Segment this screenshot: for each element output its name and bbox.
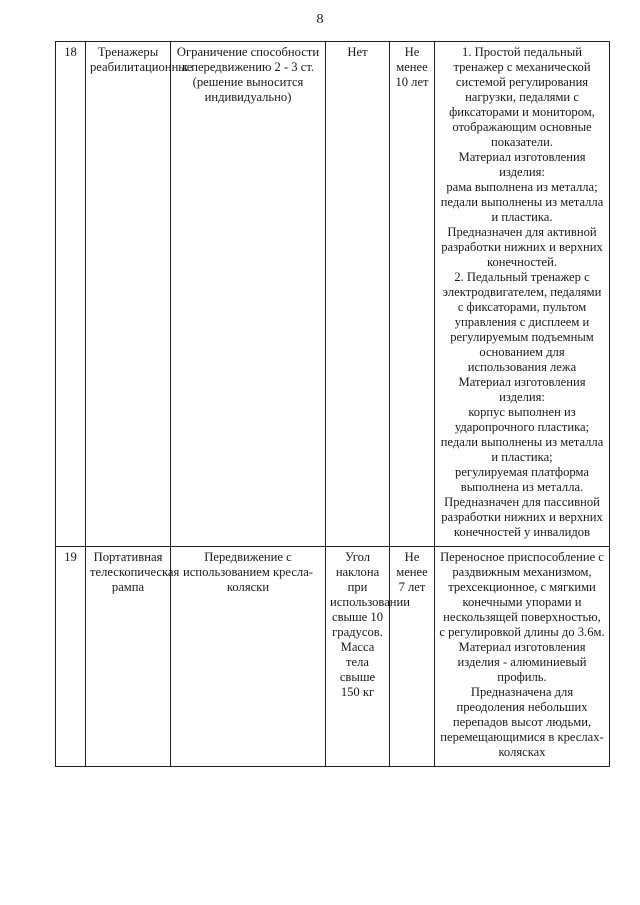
table-row (56, 547, 610, 767)
description-line: регулируемая платформа выполнена из металла. (455, 465, 589, 494)
description-line: Материал изготовления изделия: (458, 150, 586, 179)
description-line: педали выполнены из металла и пластика. (440, 195, 604, 224)
restriction: Нет (326, 42, 390, 547)
row-number: 18 (56, 42, 86, 547)
description-line: Материал изготовления изделия: (458, 375, 586, 404)
product-name: Портативная телескопическая рампа (86, 547, 171, 767)
indication: Передвижение с использованием кресла-коляски (171, 547, 326, 767)
restriction: Угол наклона при использовании свыше 10 градусов. Масса тела свыше 150 кг (326, 547, 390, 767)
row-number: 19 (56, 547, 86, 767)
description-line: 2. Педальный тренажер с электродвигателем, педалями с фиксаторами, пультом управления с дисплеем и регулируемым подъемным основанием для использования лежа (442, 270, 602, 374)
product-description (435, 547, 610, 767)
description-line: Материал изготовления изделия - алюминиевый профиль. (457, 640, 587, 684)
product-name: Тренажеры реабилитационные (86, 42, 171, 547)
specification-table (55, 41, 610, 767)
description-line: 1. Простой педальный тренажер с механической системой регулирования нагрузки, педалями с фиксаторами и монитором, отображающим основные показатели. (449, 45, 595, 149)
table-row (56, 42, 610, 547)
description-line: Предназначен для активной разработки нижних и верхних конечностей. (441, 225, 603, 269)
description-line: педали выполнены из металла и пластика; (440, 435, 604, 464)
service-term: Не менее 10 лет (390, 42, 435, 547)
service-term: Не менее 7 лет (390, 547, 435, 767)
product-description (435, 42, 610, 547)
indication: Ограничение способности к передвижению 2 - 3 ст. (решение выносится индивидуально) (171, 42, 326, 547)
description-line: рама выполнена из металла; (446, 180, 598, 194)
page-number: 8 (316, 12, 324, 27)
description-line: Предназначена для преодоления небольших перепадов высот людьми, перемещающимися в креслах-колясках (440, 685, 604, 759)
description-line: Переносное приспособление с раздвижным механизмом, трехсекционное, с мягкими конечными упорами и нескользящей поверхностью, с регулировкой длины до 3.6м. (439, 550, 605, 639)
description-line: Предназначен для пассивной разработки нижних и верхних конечностей у инвалидов (441, 495, 603, 539)
description-line: корпус выполнен из ударопрочного пластика; (454, 405, 590, 434)
